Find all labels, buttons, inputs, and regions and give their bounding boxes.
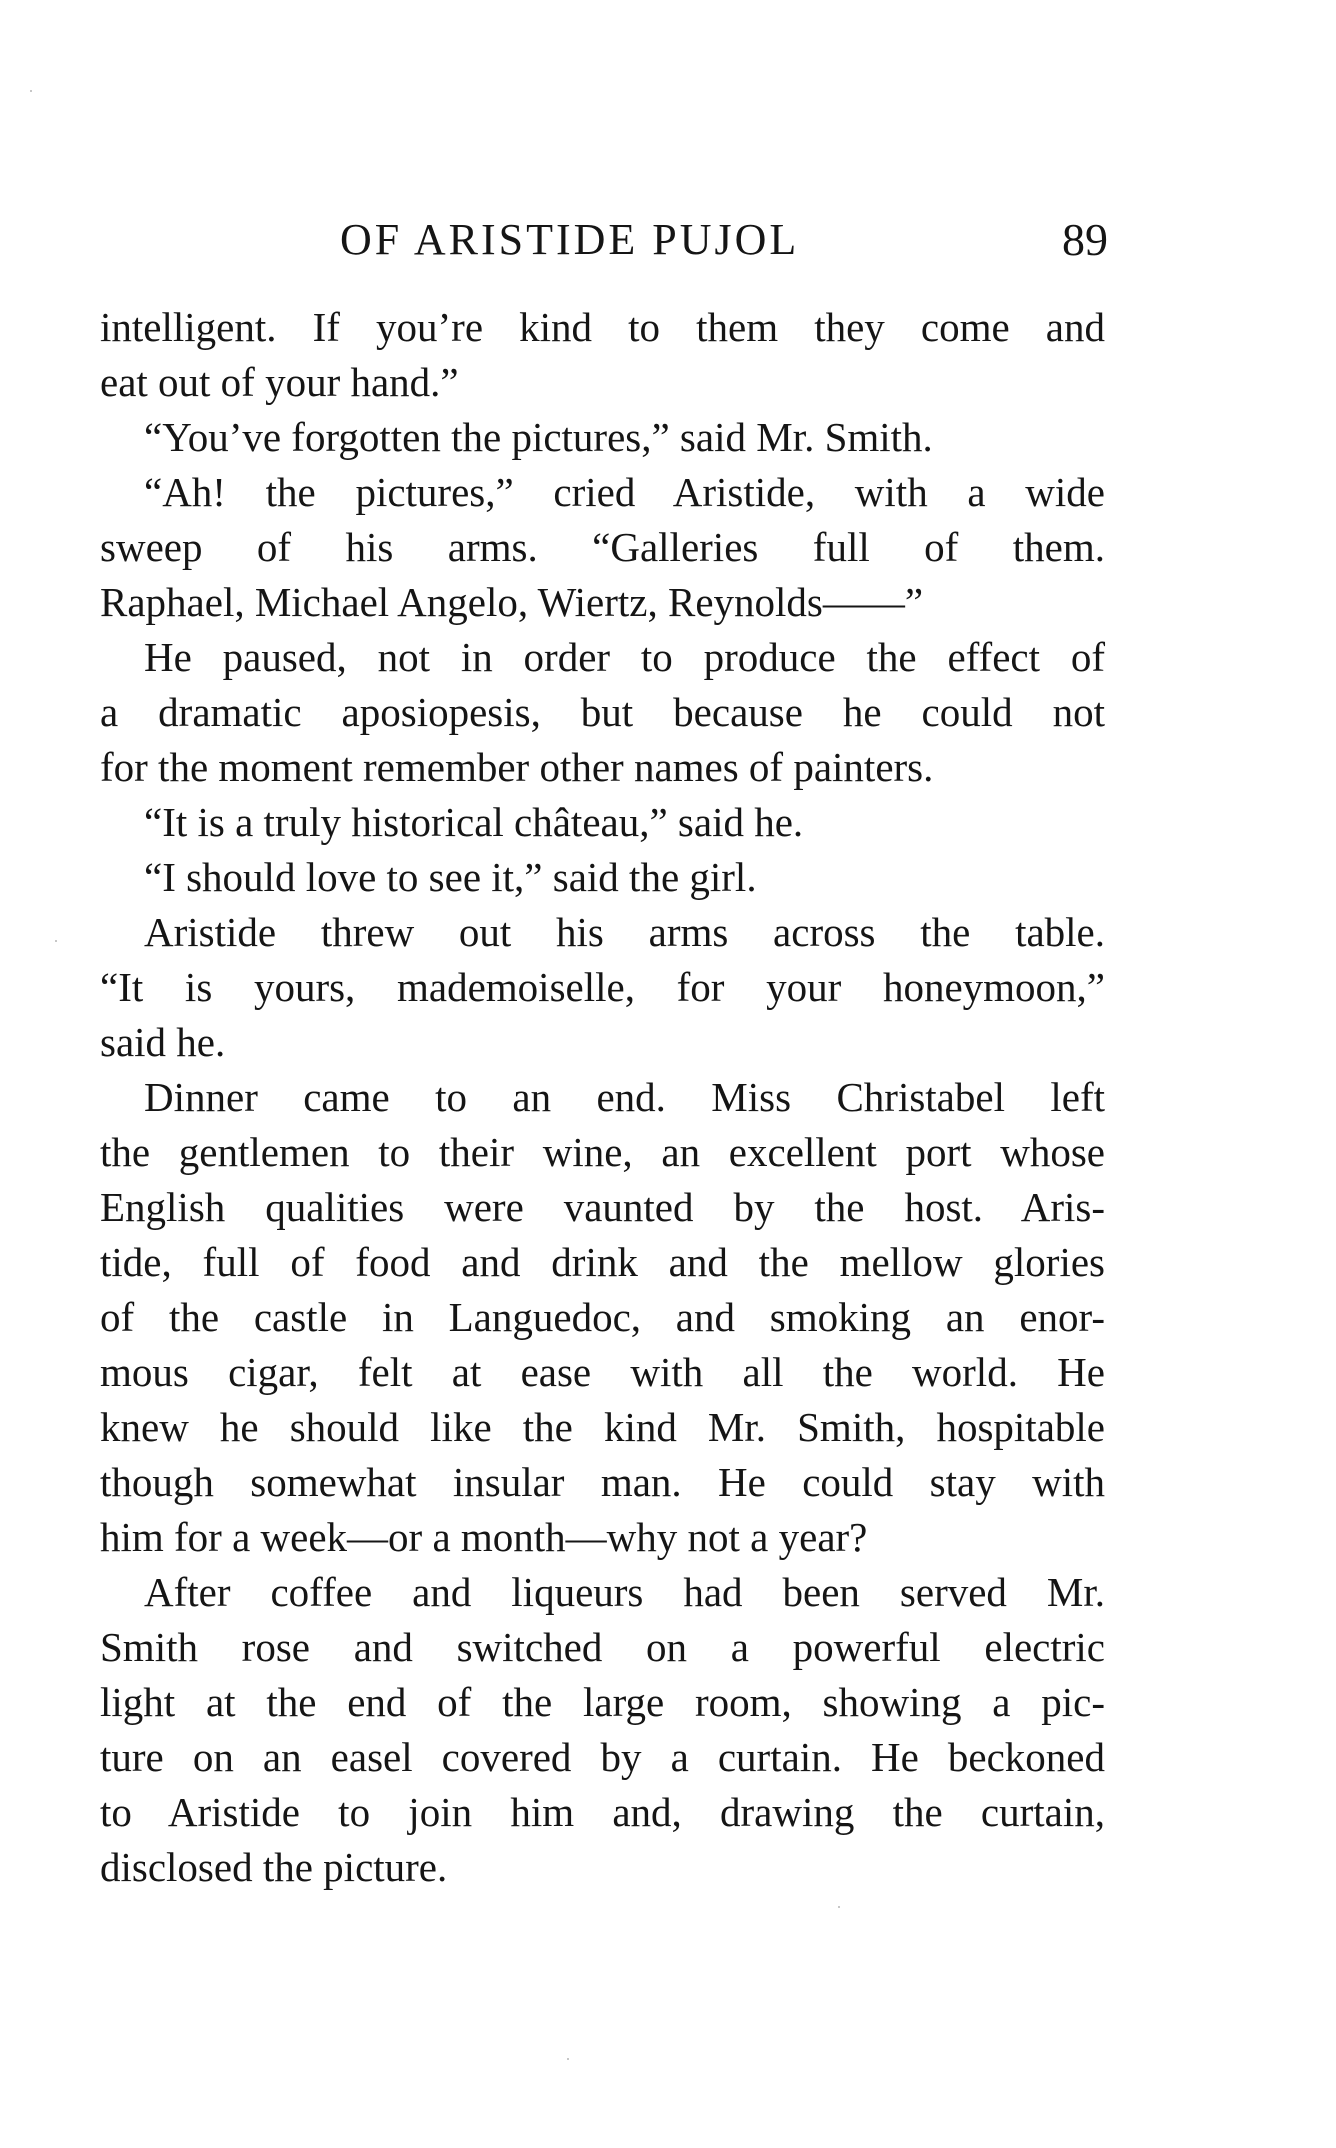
text-line: knew he should like the kind Mr. Smith, hospitable bbox=[100, 1404, 1105, 1450]
running-head: OF ARISTIDE PUJOL bbox=[340, 215, 800, 264]
text-line: said he. bbox=[100, 1019, 226, 1065]
text-line: Aristide threw out his arms across the table. bbox=[144, 909, 1105, 955]
text-line: Dinner came to an end. Miss Christabel left bbox=[144, 1074, 1105, 1120]
text-line: disclosed the picture. bbox=[100, 1844, 448, 1890]
text-line: English qualities were vaunted by the host. Aris- bbox=[100, 1184, 1105, 1230]
text-line: “You’ve forgotten the pictures,” said Mr. Smith. bbox=[144, 414, 933, 460]
page-number: 89 bbox=[1062, 214, 1108, 265]
text-line: a dramatic aposiopesis, but because he could not bbox=[100, 689, 1105, 735]
text-line: of the castle in Languedoc, and smoking an enor- bbox=[100, 1294, 1105, 1340]
text-line: the gentlemen to their wine, an excellent port whose bbox=[100, 1129, 1105, 1175]
text-line: He paused, not in order to produce the effect of bbox=[144, 634, 1105, 680]
page-header bbox=[104, 212, 1108, 268]
text-line: him for a week—or a month—why not a year? bbox=[100, 1514, 868, 1560]
text-line: ture on an easel covered by a curtain. He beckoned bbox=[100, 1734, 1105, 1780]
text-line: for the moment remember other names of painters. bbox=[100, 744, 934, 790]
paper-speck bbox=[567, 2058, 569, 2060]
text-line: “I should love to see it,” said the girl. bbox=[144, 854, 757, 900]
text-line: “It is yours, mademoiselle, for your honeymoon,” bbox=[100, 964, 1105, 1010]
text-line: After coffee and liqueurs had been served Mr. bbox=[144, 1569, 1105, 1615]
paper-speck bbox=[838, 1906, 840, 1908]
text-line: Smith rose and switched on a powerful electric bbox=[100, 1624, 1105, 1670]
text-line: sweep of his arms. “Galleries full of them. bbox=[100, 524, 1105, 570]
paper-speck bbox=[30, 90, 32, 92]
text-line: light at the end of the large room, showing a pic- bbox=[100, 1679, 1105, 1725]
text-line: mous cigar, felt at ease with all the world. He bbox=[100, 1349, 1105, 1395]
body-text bbox=[100, 300, 1105, 1895]
text-line: eat out of your hand.” bbox=[100, 359, 459, 405]
text-line: to Aristide to join him and, drawing the curtain, bbox=[100, 1789, 1105, 1835]
text-line: “It is a truly historical château,” said he. bbox=[144, 799, 804, 845]
text-line: intelligent. If you’re kind to them they come and bbox=[100, 304, 1105, 350]
paper-speck bbox=[55, 940, 57, 942]
text-line: “Ah! the pictures,” cried Aristide, with a wide bbox=[144, 469, 1105, 515]
text-line: though somewhat insular man. He could stay with bbox=[100, 1459, 1105, 1505]
text-line: Raphael, Michael Angelo, Wiertz, Reynolds——” bbox=[100, 579, 924, 625]
text-line: tide, full of food and drink and the mellow glories bbox=[100, 1239, 1105, 1285]
